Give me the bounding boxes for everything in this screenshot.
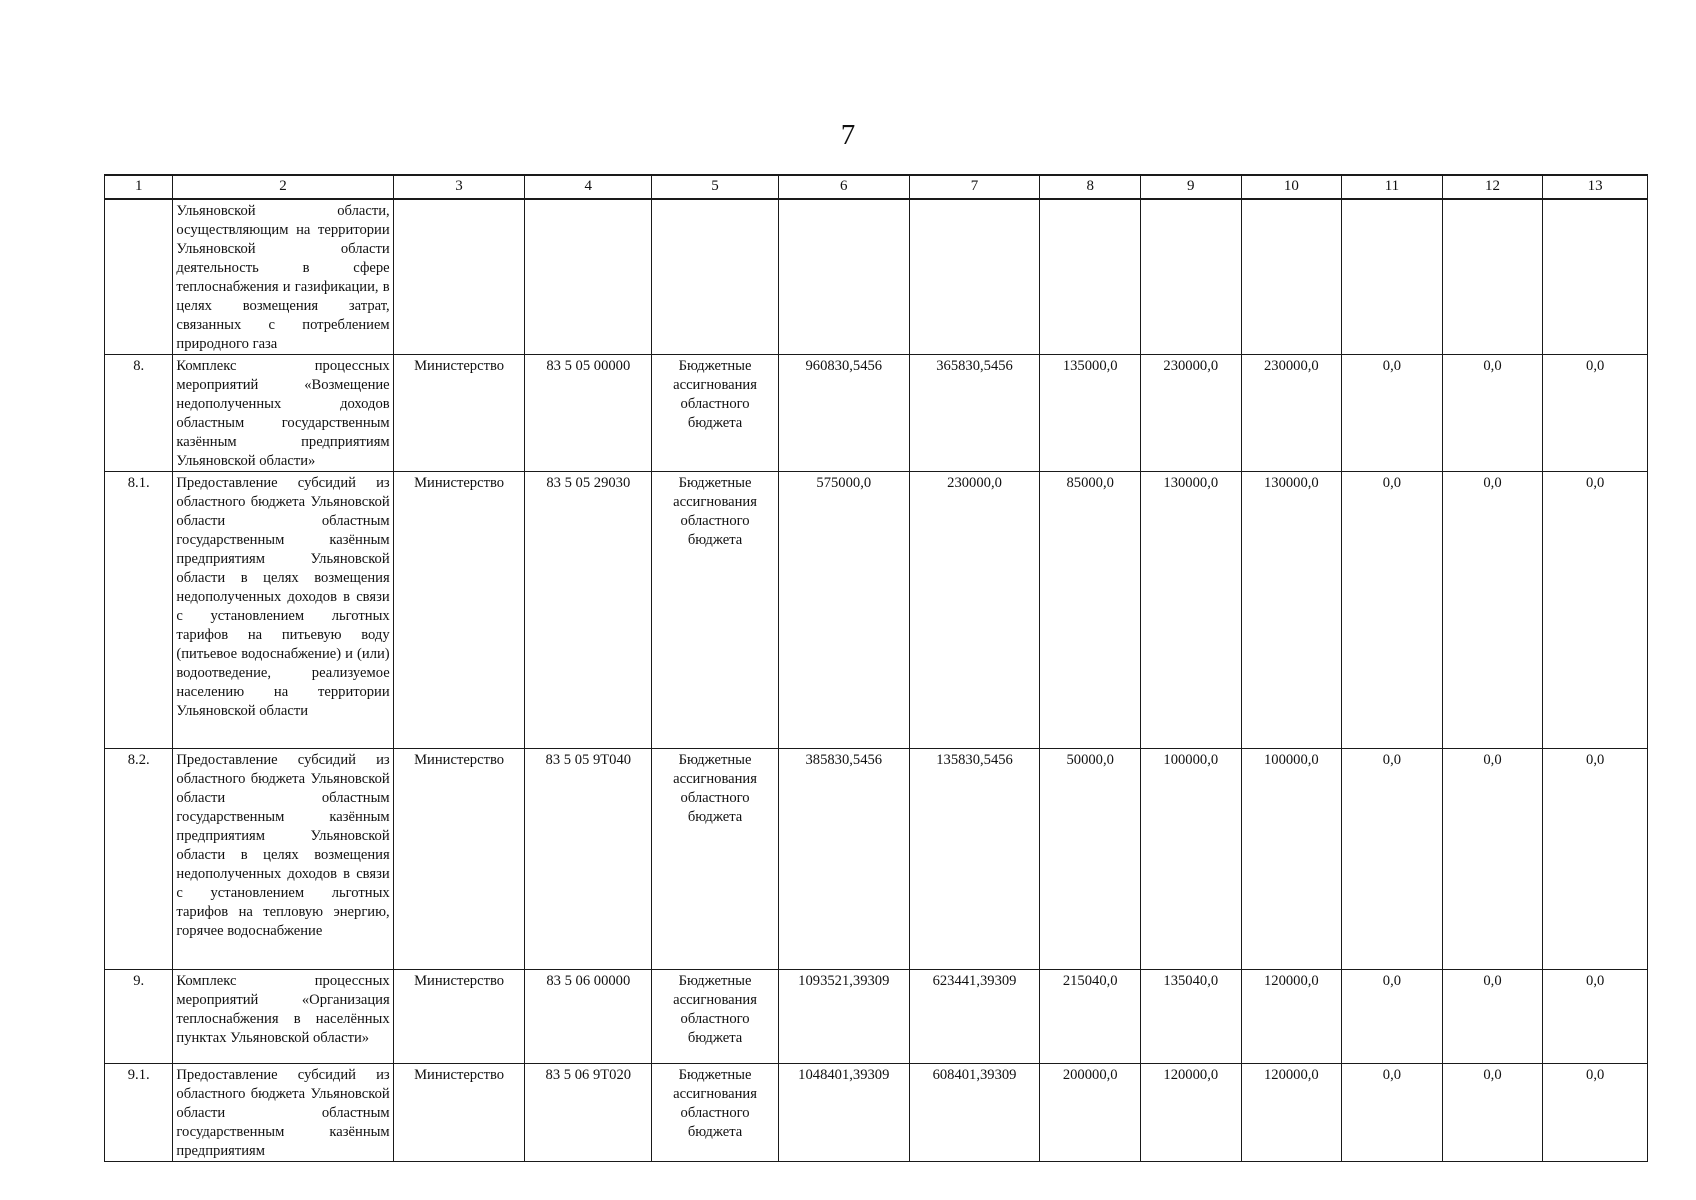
year-amount: 120000,0: [1140, 1064, 1241, 1162]
year-amount: 623441,39309: [909, 970, 1040, 1064]
year-amount: 0,0: [1342, 472, 1443, 749]
measure-name: Ульяновской области, осуществляющим на территории Ульяновской области деятельность в сфере теплоснабжения и газификации, в целях возмещения затрат, связанных с потреблением природного газа: [173, 199, 393, 355]
empty-cell: [1040, 199, 1141, 355]
year-amount: 100000,0: [1241, 749, 1342, 970]
year-amount: 0,0: [1442, 970, 1543, 1064]
row-number: [105, 199, 173, 355]
year-amount: 0,0: [1342, 970, 1443, 1064]
year-amount: 135830,5456: [909, 749, 1040, 970]
column-number: 6: [778, 175, 909, 199]
column-number: 3: [393, 175, 525, 199]
year-amount: 0,0: [1342, 355, 1443, 472]
column-number: 7: [909, 175, 1040, 199]
total-amount: 1093521,39309: [778, 970, 909, 1064]
budget-code: 83 5 06 00000: [525, 970, 652, 1064]
year-amount: 0,0: [1543, 472, 1648, 749]
year-amount: 0,0: [1442, 749, 1543, 970]
empty-cell: [1140, 199, 1241, 355]
responsible-executor: Министерство: [393, 472, 525, 749]
year-amount: 0,0: [1543, 355, 1648, 472]
empty-cell: [652, 199, 779, 355]
year-amount: 230000,0: [909, 472, 1040, 749]
empty-cell: [393, 199, 525, 355]
year-amount: 0,0: [1442, 355, 1543, 472]
budget-code: 83 5 05 29030: [525, 472, 652, 749]
table-row: [105, 970, 1648, 1064]
row-number: 9.1.: [105, 1064, 173, 1162]
column-number: 8: [1040, 175, 1141, 199]
measure-name: Комплекс процессных мероприятий «Организация теплоснабжения в населённых пунктах Ульяновской области»: [173, 970, 393, 1064]
table-row: [105, 355, 1648, 472]
measure-name: Комплекс процессных мероприятий «Возмещение недополученных доходов областным государственным казённым предприятиям Ульяновской области»: [173, 355, 393, 472]
table-row: [105, 472, 1648, 749]
column-number: 11: [1342, 175, 1443, 199]
column-number: 10: [1241, 175, 1342, 199]
measure-name: Предоставление субсидий из областного бюджета Ульяновской области областным государственным казённым предприятиям Ульяновской области в целях возмещения недополученных доходов в связи с установлением льготных тарифов на тепловую энергию, горячее водоснабжение: [173, 749, 393, 970]
row-number: 8.2.: [105, 749, 173, 970]
responsible-executor: Министерство: [393, 749, 525, 970]
year-amount: 0,0: [1442, 472, 1543, 749]
total-amount: 385830,5456: [778, 749, 909, 970]
budget-code: 83 5 06 9Т020: [525, 1064, 652, 1162]
total-amount: 1048401,39309: [778, 1064, 909, 1162]
column-number-row: [105, 175, 1648, 199]
table-row: [105, 1064, 1648, 1162]
row-number: 8.: [105, 355, 173, 472]
row-number: 8.1.: [105, 472, 173, 749]
funding-source: Бюджетные ассигнования областного бюджета: [652, 970, 779, 1064]
empty-cell: [1543, 199, 1648, 355]
total-amount: 960830,5456: [778, 355, 909, 472]
empty-cell: [778, 199, 909, 355]
column-number: 5: [652, 175, 779, 199]
funding-source: Бюджетные ассигнования областного бюджета: [652, 1064, 779, 1162]
table-row-continuation: [105, 199, 1648, 355]
year-amount: 135040,0: [1140, 970, 1241, 1064]
measure-name: Предоставление субсидий из областного бюджета Ульяновской области областным государственным казённым предприятиям Ульяновской области в целях возмещения недополученных доходов в связи с установлением льготных тарифов на питьевую воду (питьевое водоснабжение) и (или) водоотведение, реализуемое населению на территории Ульяновской области: [173, 472, 393, 749]
page-number: 7: [840, 119, 856, 151]
year-amount: 50000,0: [1040, 749, 1141, 970]
column-number: 4: [525, 175, 652, 199]
column-number: 1: [105, 175, 173, 199]
year-amount: 365830,5456: [909, 355, 1040, 472]
empty-cell: [525, 199, 652, 355]
funding-source: Бюджетные ассигнования областного бюджета: [652, 472, 779, 749]
measure-name: Предоставление субсидий из областного бюджета Ульяновской области областным государственным казённым предприятиям: [173, 1064, 393, 1162]
table-row: [105, 749, 1648, 970]
row-number: 9.: [105, 970, 173, 1064]
year-amount: 135000,0: [1040, 355, 1141, 472]
year-amount: 85000,0: [1040, 472, 1141, 749]
year-amount: 0,0: [1543, 1064, 1648, 1162]
budget-code: 83 5 05 00000: [525, 355, 652, 472]
responsible-executor: Министерство: [393, 970, 525, 1064]
year-amount: 0,0: [1543, 749, 1648, 970]
total-amount: 575000,0: [778, 472, 909, 749]
year-amount: 0,0: [1342, 749, 1443, 970]
year-amount: 0,0: [1543, 970, 1648, 1064]
column-number: 13: [1543, 175, 1648, 199]
year-amount: 215040,0: [1040, 970, 1141, 1064]
year-amount: 0,0: [1342, 1064, 1443, 1162]
budget-table: [104, 174, 1648, 1162]
column-number: 12: [1442, 175, 1543, 199]
funding-source: Бюджетные ассигнования областного бюджета: [652, 355, 779, 472]
responsible-executor: Министерство: [393, 1064, 525, 1162]
column-number: 9: [1140, 175, 1241, 199]
year-amount: 120000,0: [1241, 1064, 1342, 1162]
year-amount: 130000,0: [1241, 472, 1342, 749]
budget-code: 83 5 05 9Т040: [525, 749, 652, 970]
year-amount: 230000,0: [1140, 355, 1241, 472]
funding-source: Бюджетные ассигнования областного бюджета: [652, 749, 779, 970]
empty-cell: [1241, 199, 1342, 355]
year-amount: 230000,0: [1241, 355, 1342, 472]
empty-cell: [1342, 199, 1443, 355]
responsible-executor: Министерство: [393, 355, 525, 472]
year-amount: 200000,0: [1040, 1064, 1141, 1162]
year-amount: 120000,0: [1241, 970, 1342, 1064]
column-number: 2: [173, 175, 393, 199]
empty-cell: [909, 199, 1040, 355]
year-amount: 100000,0: [1140, 749, 1241, 970]
empty-cell: [1442, 199, 1543, 355]
year-amount: 0,0: [1442, 1064, 1543, 1162]
year-amount: 130000,0: [1140, 472, 1241, 749]
year-amount: 608401,39309: [909, 1064, 1040, 1162]
